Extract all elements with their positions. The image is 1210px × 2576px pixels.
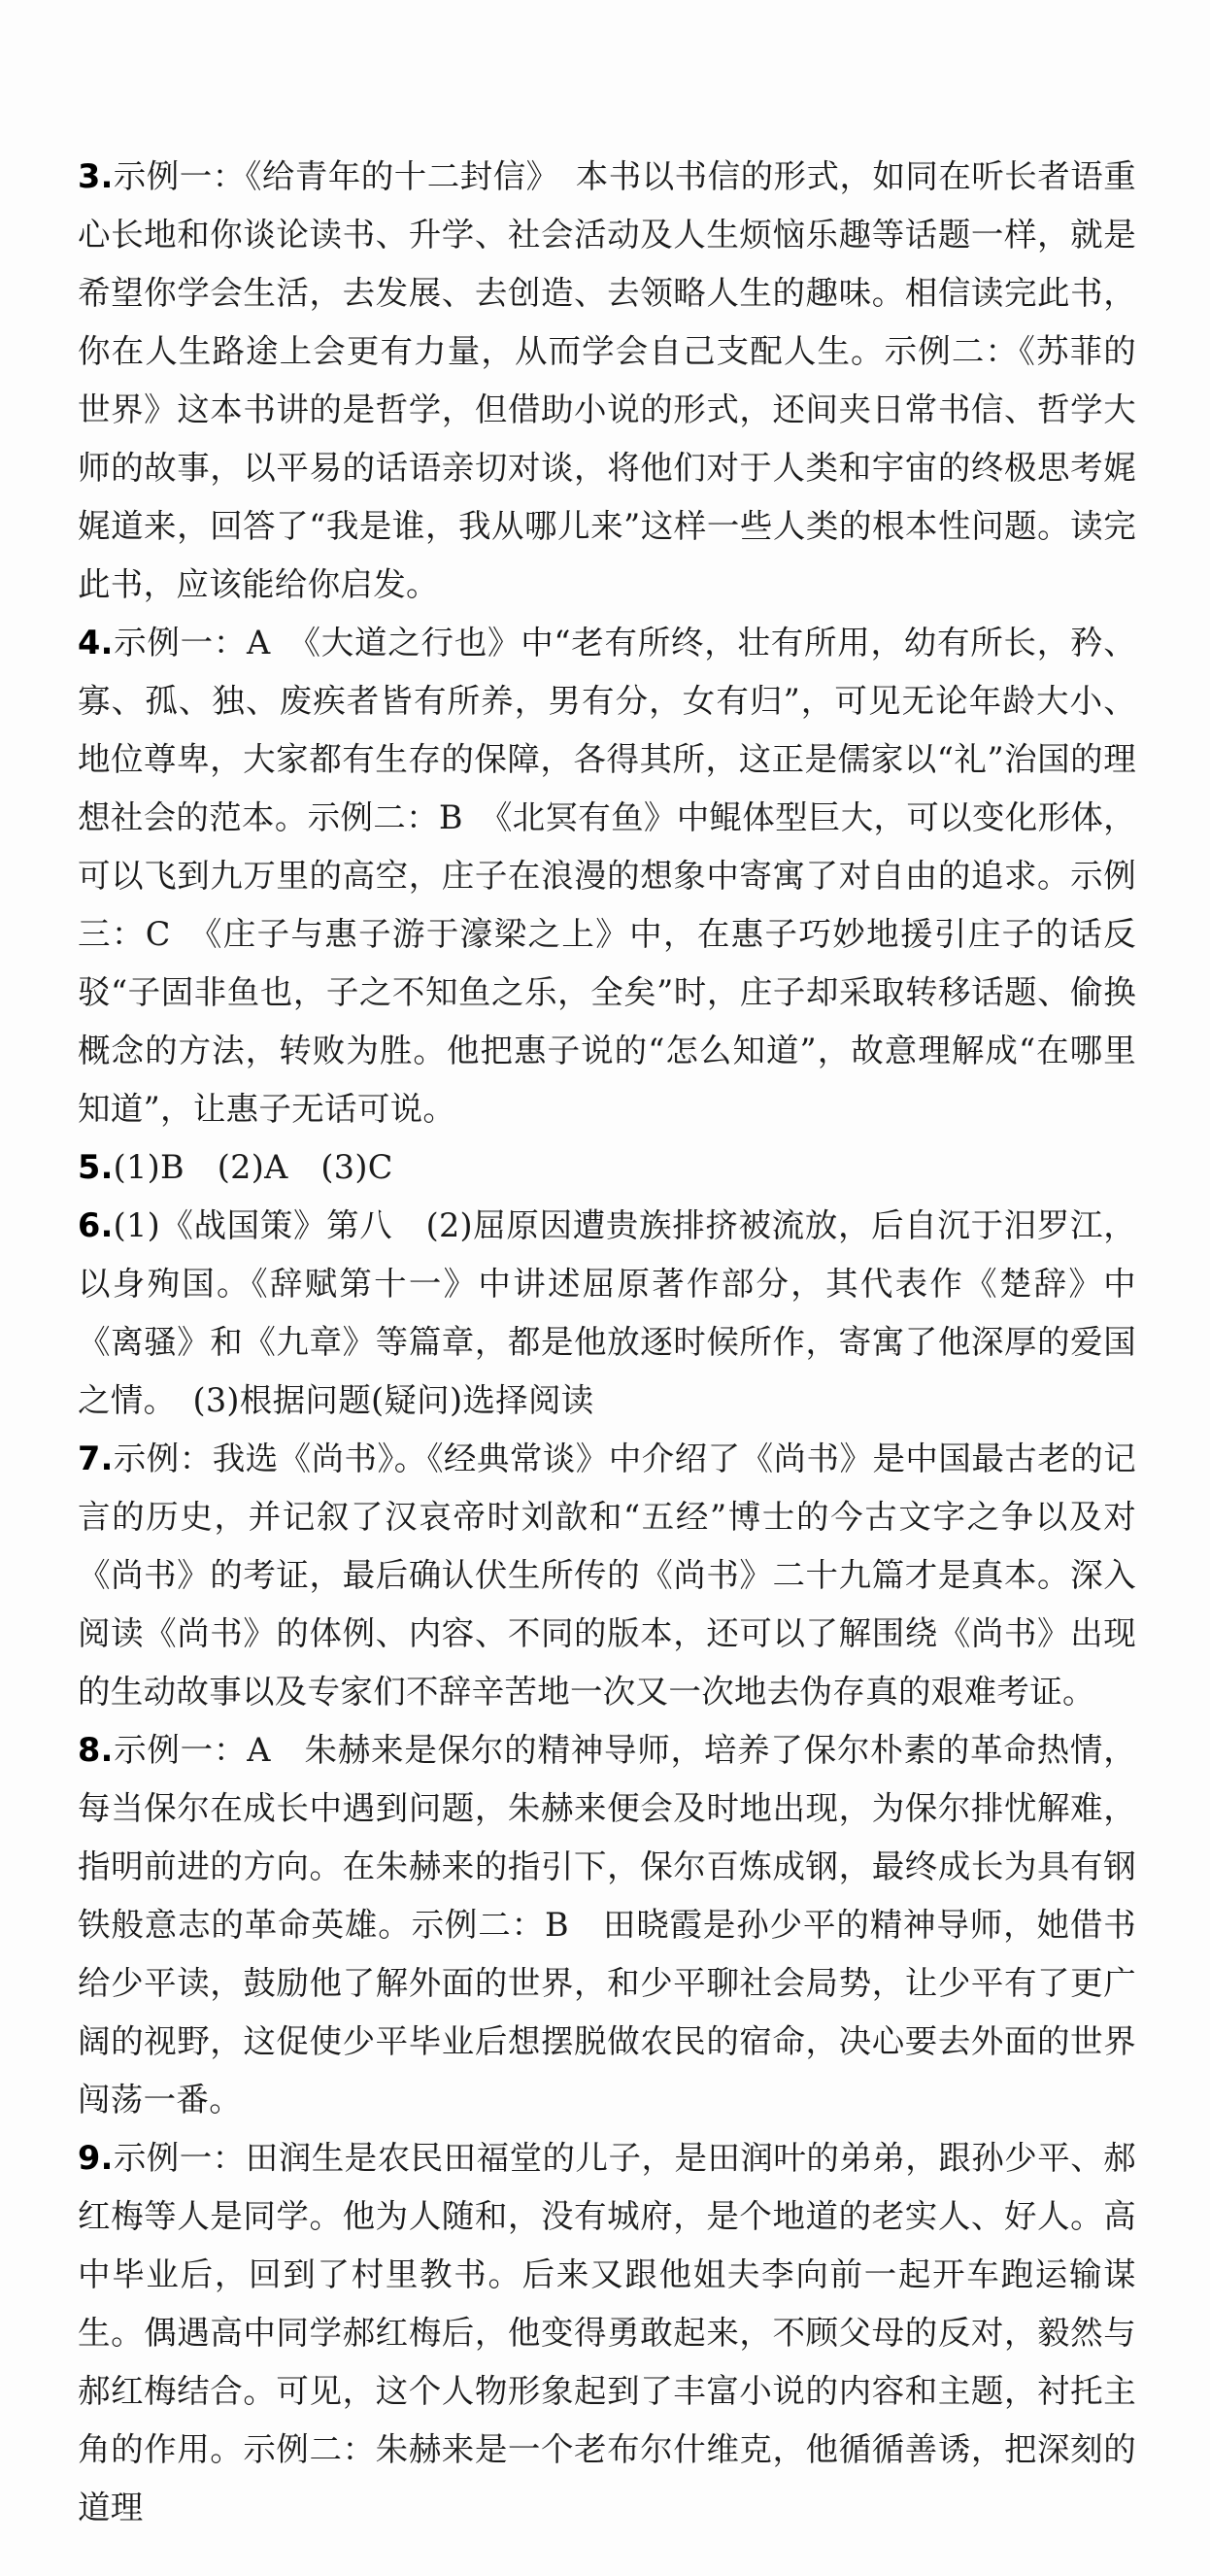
answer-text: 示例一：田润生是农民田福堂的儿子，是田润叶的弟弟，跟孙少平、郝红梅等人是同学。他为人随和，没有城府，是个地道的老实人、好人。高中毕业后，回到了村里教书。后来又跟他姐夫李向前一起开车跑运输谋生。偶遇高中同学郝红梅后，他变得勇敢起来，不顾父母的反对，毅然与郝红梅结合。可见，这个人物形象起到了丰富小说的内容和主题，衬托主角的作用。示例二：朱赫来是一个老布尔什维克，他循循善诱，把深刻的道理 (78, 2139, 1136, 2526)
answer-text: (1)《战国策》第八 (2)屈原因遭贵族排挤被流放，后自沉于汨罗江，以身殉国。《辞赋第十一》中讲述屈原著作部分，其代表作《楚辞》中《离骚》和《九章》等篇章，都是他放逐时候所作，寄寓了他深厚的爱国之情。 (3)根据问题(疑问)选择阅读 (78, 1206, 1136, 1419)
answer-number: 9. (78, 2139, 114, 2177)
answer-item-4 (78, 614, 1136, 1138)
answer-item-3 (78, 148, 1136, 614)
answer-text: 示例一：A 《大道之行也》中“老有所终，壮有所用，幼有所长，矜、寡、孤、独、废疾者皆有所养，男有分，女有归”，可见无论年龄大小、地位尊卑，大家都有生存的保障，各得其所，这正是儒家以“礼”治国的理想社会的范本。示例二：B 《北冥有鱼》中鲲体型巨大，可以变化形体，可以飞到九万里的高空，庄子在浪漫的想象中寄寓了对自由的追求。示例三：C 《庄子与惠子游于濠梁之上》中，在惠子巧妙地援引庄子的话反驳“子固非鱼也，子之不知鱼之乐，全矣”时，庄子却采取转移话题、偷换概念的方法，转败为胜。他把惠子说的“怎么知道”，故意理解成“在哪里知道”，让惠子无话可说。 (78, 624, 1136, 1128)
answer-number: 7. (78, 1440, 114, 1477)
answer-number: 6. (78, 1206, 114, 1244)
answer-item-9 (78, 2129, 1136, 2537)
answer-number: 5. (78, 1148, 114, 1186)
answer-item-6 (78, 1197, 1136, 1430)
answer-item-8 (78, 1721, 1136, 2129)
answer-list (78, 148, 1136, 2537)
answer-text: 示例一：《给青年的十二封信》 本书以书信的形式，如同在听长者语重心长地和你谈论读书、升学、社会活动及人生烦恼乐趣等话题一样，就是希望你学会生活，去发展、去创造、去领略人生的趣味。相信读完此书，你在人生路途上会更有力量，从而学会自己支配人生。示例二：《苏菲的世界》这本书讲的是哲学，但借助小说的形式，还间夹日常书信、哲学大师的故事，以平易的话语亲切对谈，将他们对于人类和宇宙的终极思考娓娓道来，回答了“我是谁，我从哪儿来”这样一些人类的根本性问题。读完此书，应该能给你启发。 (78, 157, 1136, 603)
answer-number: 8. (78, 1731, 114, 1769)
answer-number: 4. (78, 624, 114, 661)
answer-text: (1)B (2)A (3)C (113, 1148, 393, 1186)
answer-text: 示例一：A 朱赫来是保尔的精神导师，培养了保尔朴素的革命热情，每当保尔在成长中遇到问题，朱赫来便会及时地出现，为保尔排忧解难，指明前进的方向。在朱赫来的指引下，保尔百炼成钢，最终成长为具有钢铁般意志的革命英雄。示例二：B 田晓霞是孙少平的精神导师，她借书给少平读，鼓励他了解外面的世界，和少平聊社会局势，让少平有了更广阔的视野，这促使少平毕业后想摆脱做农民的宿命，决心要去外面的世界闯荡一番。 (78, 1731, 1136, 2118)
answer-number: 3. (78, 157, 114, 195)
answer-text: 示例：我选《尚书》。《经典常谈》中介绍了《尚书》是中国最古老的记言的历史，并记叙了汉哀帝时刘歆和“五经”博士的今古文字之争以及对《尚书》的考证，最后确认伏生所传的《尚书》二十九篇才是真本。深入阅读《尚书》的体例、内容、不同的版本，还可以了解围绕《尚书》出现的生动故事以及专家们不辞辛苦地一次又一次地去伪存真的艰难考证。 (78, 1440, 1136, 1711)
answer-item-7 (78, 1430, 1136, 1721)
answer-item-5 (78, 1138, 1136, 1197)
